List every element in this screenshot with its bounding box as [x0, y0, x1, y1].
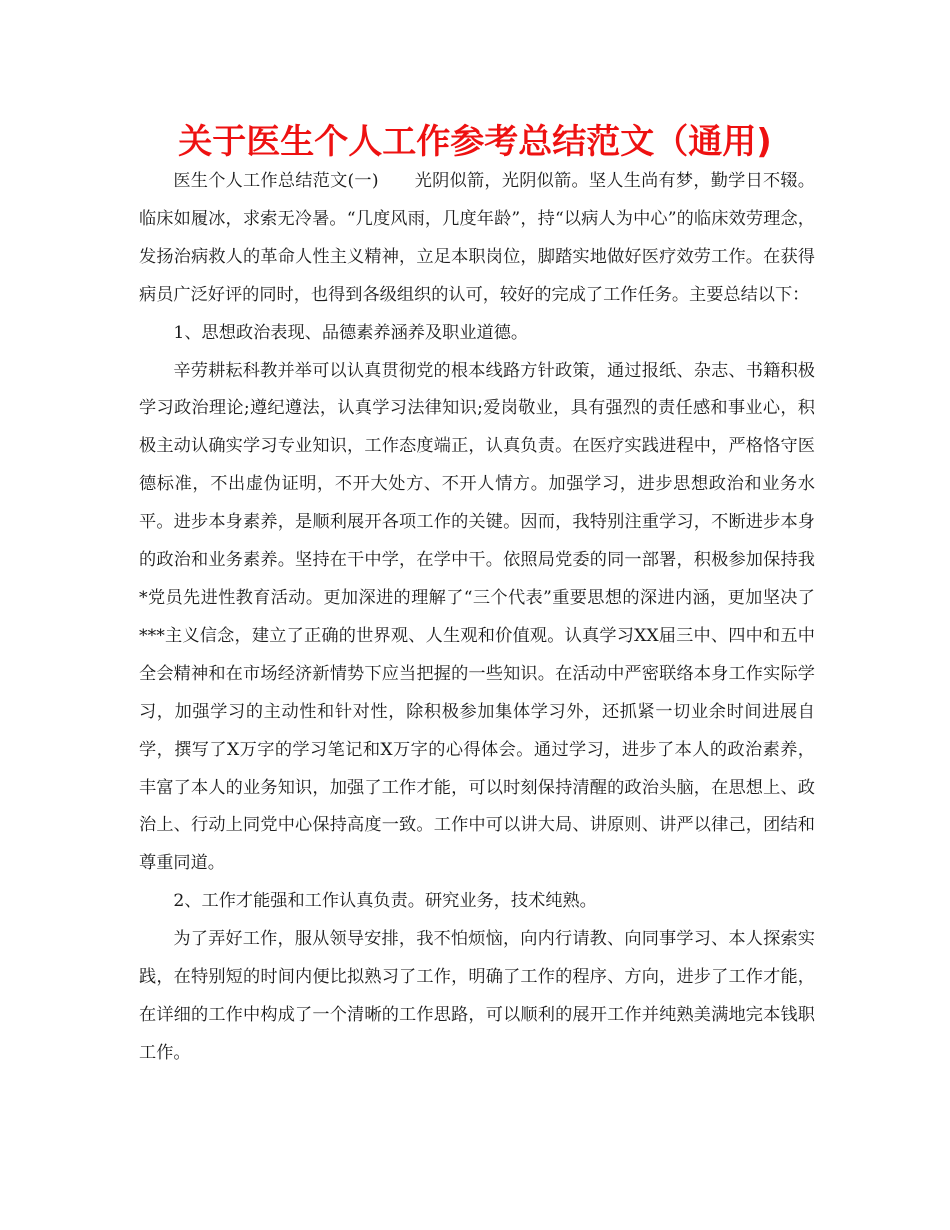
intro-text: 光阴似箭，光阴似箭。坚人生尚有梦，勤学日不辍。临床如履冰，求索无冷暑。“几度风雨，几度年龄”，持“以病人为中心”的临床效劳理念，发扬治病救人的革命人性主义精神，立足本职岗位，脚踏实地做好医疗效劳工作。在获得病员广泛好评的同时，也得到各级组织的认可，较好的完成了工作任务。主要总结以下： [139, 171, 815, 305]
document-title: 关于医生个人工作参考总结范文（通用) [178, 122, 772, 162]
section2-heading: 2、工作才能强和工作认真负责。研究业务，技术纯熟。 [173, 891, 597, 912]
intro-paragraph [139, 163, 815, 315]
section1-heading: 1、思想政治表现、品德素养涵养及职业道德。 [173, 322, 529, 343]
section2-paragraph: 为了弄好工作，服从领导安排，我不怕烦恼，向内行请教、向同事学习、本人探索实践，在特别短的时间内便比拟熟习了工作，明确了工作的程序、方向，进步了工作才能，在详细的工作中构成了一个清晰的工作思路，可以顺利的展开工作并纯熟美满地完本钱职工作。 [139, 929, 815, 1063]
document-body [139, 163, 815, 1073]
intro-heading: 医生个人工作总结范文(一) [173, 171, 379, 191]
section1-paragraph: 辛劳耕耘科教并举可以认真贯彻党的根本线路方针政策，通过报纸、杂志、书籍积极学习政治理论;遵纪遵法，认真学习法律知识;爱岗敬业，具有强烈的责任感和事业心，积极主动认确实学习专业知识，工作态度端正，认真负责。在医疗实践进程中，严格恪守医德标准，不出虚伪证明，不开大处方、不开人情方。加强学习，进步思想政治和业务水平。进步本身素养，是顺利展开各项工作的关键。因而，我特别注重学习，不断进步本身的政治和业务素养。坚持在干中学，在学中干。依照局党委的同一部署，积极参加保持我*党员先进性教育活动。更加深进的理解了“三个代表”重要思想的深进内涵，更加坚决了***主义信念，建立了正确的世界观、人生观和价值观。认真学习XX届三中、四中和五中全会精神和在市场经济新情势下应当把握的一些知识。在活动中严密联络本身工作实际学习，加强学习的主动性和针对性，除积极参加集体学习外，还抓紧一切业余时间进展自学，撰写了X万字的学习笔记和X万字的心得体会。通过学习，进步了本人的政治素养，丰富了本人的业务知识，加强了工作才能，可以时刻保持清醒的政治头脑，在思想上、政治上、行动上同党中心保持高度一致。工作中可以讲大局、讲原则、讲严以律己，团结和尊重同道。 [139, 360, 815, 874]
